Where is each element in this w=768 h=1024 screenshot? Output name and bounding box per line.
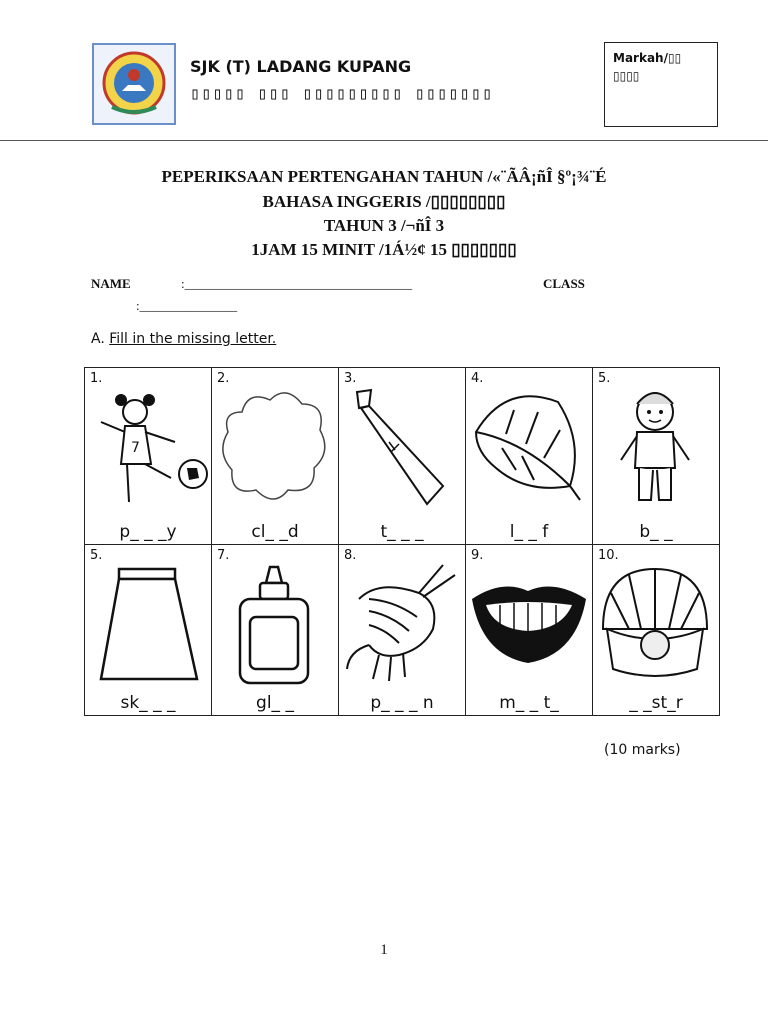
item-number: 4.: [471, 371, 484, 386]
item-number: 10.: [598, 548, 619, 563]
missing-letter-word: p_ _ _y: [119, 522, 177, 542]
svg-text:7: 7: [131, 440, 140, 456]
missing-letter-word: t_ _ _: [380, 522, 424, 542]
exercise-cell: [212, 368, 339, 545]
item-number: 5.: [598, 371, 611, 386]
mouth-icon: [466, 559, 592, 689]
exercise-cell: [339, 545, 466, 716]
missing-letter-word: _ _st_r: [629, 693, 683, 713]
exercise-cell: [85, 545, 212, 716]
section-a-prefix: A.: [91, 331, 110, 347]
oyster-shell-icon: [593, 559, 719, 689]
exercise-grid: [84, 367, 720, 716]
marks-label-2: ▯▯▯▯: [613, 69, 640, 83]
prawn-icon: [339, 559, 465, 689]
class-label: CLASS: [543, 276, 585, 291]
exercise-cell: [466, 368, 593, 545]
missing-letter-word: b_ _: [639, 522, 673, 542]
missing-letter-word: sk_ _ _: [120, 693, 176, 713]
exercise-cell: [466, 545, 593, 716]
marks-label: Markah/▯▯: [613, 51, 682, 65]
tie-icon: [339, 382, 465, 512]
missing-letter-word: gl_ _: [256, 693, 294, 713]
marks-box: [604, 42, 718, 127]
page-number: 1: [380, 942, 388, 958]
girl-playing-football-icon: [85, 382, 211, 512]
section-a-instruction: Fill in the missing letter.: [109, 331, 277, 347]
name-field[interactable]: :___________________________________: [181, 276, 413, 291]
leaf-icon: [466, 382, 592, 512]
school-logo: [92, 43, 176, 125]
grid-row: [85, 545, 720, 716]
school-name: SJK (T) LADANG KUPANG: [190, 57, 412, 76]
total-marks: (10 marks): [604, 742, 681, 758]
exercise-cell: [85, 368, 212, 545]
class-field[interactable]: :_______________: [136, 298, 238, 313]
school-name-tamil: ▯▯▯▯▯ ▯▯▯ ▯▯▯▯▯▯▯▯▯ ▯▯▯▯▯▯▯: [190, 84, 494, 104]
name-label: NAME: [91, 276, 131, 291]
exercise-cell: [212, 545, 339, 716]
cloud-icon: [212, 382, 338, 512]
section-a-heading: [91, 331, 276, 347]
glue-bottle-icon: [212, 559, 338, 689]
item-number: 9.: [471, 548, 484, 563]
missing-letter-word: p_ _ _ n: [370, 693, 434, 713]
exercise-cell: [593, 545, 720, 716]
grid-row: [85, 368, 720, 545]
exam-title: PEPERIKSAAN PERTENGAHAN TAHUN /«¨ÃÂ¡ñÎ §º¡¾¨É: [161, 167, 607, 186]
item-number: 5.: [90, 548, 103, 563]
item-number: 1.: [90, 371, 103, 386]
missing-letter-word: m_ _ t_: [499, 693, 559, 713]
boy-icon: [593, 382, 719, 512]
item-number: 8.: [344, 548, 357, 563]
exercise-cell: [593, 368, 720, 545]
header-divider: [0, 140, 768, 141]
subject-title: BAHASA INGGERIS /▯▯▯▯▯▯▯▯: [262, 192, 506, 211]
item-number: 7.: [217, 548, 230, 563]
missing-letter-word: l_ _ f: [509, 522, 549, 542]
skirt-icon: [85, 559, 211, 689]
year-title: TAHUN 3 /¬ñÎ 3: [323, 216, 445, 235]
item-number: 3.: [344, 371, 357, 386]
duration-title: 1JAM 15 MINIT /1Á½¢ 15 ▯▯▯▯▯▯▯: [251, 240, 517, 259]
item-number: 2.: [217, 371, 230, 386]
exercise-cell: [339, 368, 466, 545]
missing-letter-word: cl_ _d: [251, 522, 299, 542]
